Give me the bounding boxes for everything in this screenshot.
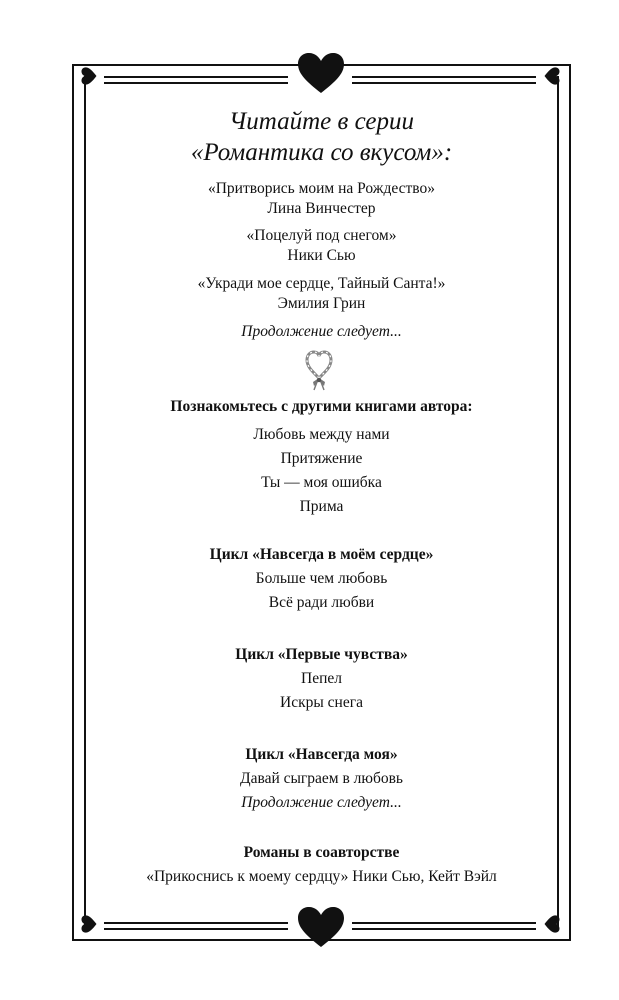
series-book-author: Лина Винчестер — [267, 200, 376, 217]
candy-cane-heart-icon — [302, 348, 336, 392]
series-book-title: «Поцелуй под снегом» — [246, 227, 397, 244]
cycle-book-item: Всё ради любви — [268, 594, 375, 611]
author-book-item: Любовь между нами — [253, 426, 390, 443]
bottom-rule-left — [104, 922, 288, 924]
series-continued: Продолжение следует... — [241, 323, 402, 340]
corner-heart-icon — [544, 67, 560, 85]
top-rule-right-2 — [352, 82, 536, 84]
top-rule-left — [104, 76, 288, 78]
cycle-continued: Продолжение следует... — [241, 794, 402, 811]
cycle-book-item: Больше чем любовь — [255, 570, 388, 587]
series-title-line1: Читайте в серии — [229, 108, 414, 135]
series-book-title: «Притворись моим на Рождество» — [207, 180, 435, 197]
corner-heart-icon — [544, 915, 560, 933]
heart-icon — [297, 906, 345, 948]
bottom-rule-left-2 — [104, 928, 288, 930]
cycle-heading: Цикл «Навсегда моя» — [245, 746, 398, 763]
cycle-book-item: Искры снега — [280, 694, 363, 711]
cycle-book-item: Давай сыграем в любовь — [240, 770, 403, 787]
top-rule-right — [352, 76, 536, 78]
series-book-title: «Укради мое сердце, Тайный Санта!» — [197, 275, 446, 292]
author-book-item: Прима — [299, 498, 344, 515]
cycle-book-item: Пепел — [301, 670, 342, 687]
author-book-item: Притяжение — [280, 450, 363, 467]
bottom-rule-right-2 — [352, 928, 536, 930]
series-book-author: Ники Сью — [287, 247, 356, 264]
cycle-heading: Цикл «Первые чувства» — [235, 646, 408, 663]
author-book-item: Ты — моя ошибка — [261, 474, 382, 491]
cycle-heading: Цикл «Навсегда в моём сердце» — [209, 546, 434, 563]
corner-heart-icon — [81, 67, 97, 85]
top-rule-left-2 — [104, 82, 288, 84]
coauthored-heading: Романы в соавторстве — [243, 844, 400, 861]
series-book-author: Эмилия Грин — [277, 295, 366, 312]
author-books-heading: Познакомьтесь с другими книгами автора: — [170, 398, 473, 415]
coauthored-book-item: «Прикоснись к моему сердцу» Ники Сью, Кейт Вэйл — [146, 868, 497, 885]
series-title-line2: «Романтика со вкусом»: — [190, 139, 453, 166]
corner-heart-icon — [81, 915, 97, 933]
bottom-rule-right — [352, 922, 536, 924]
heart-icon — [297, 52, 345, 94]
